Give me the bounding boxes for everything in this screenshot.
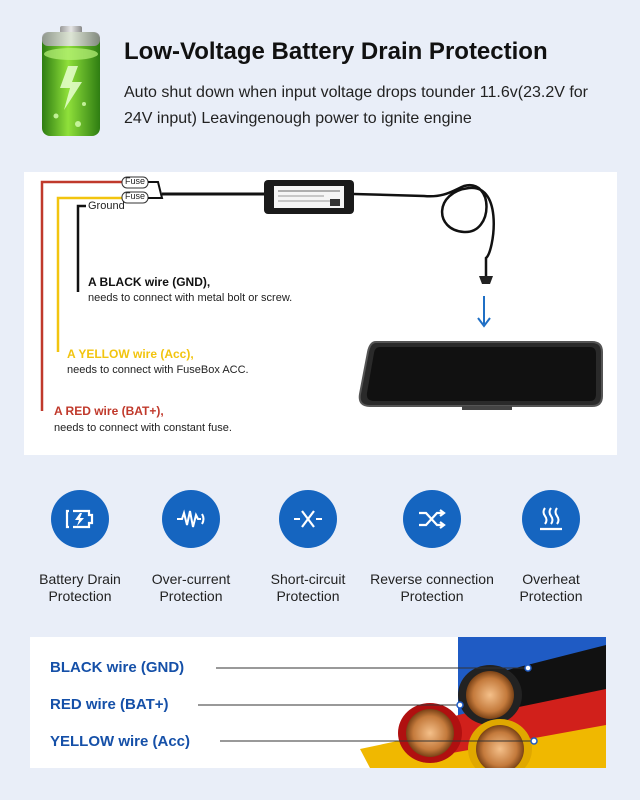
ground-label: Ground bbox=[88, 200, 125, 212]
yellow-wire-title: A YELLOW wire (Acc), bbox=[67, 347, 194, 361]
battery-charge-icon bbox=[51, 490, 109, 548]
cable-illustration bbox=[30, 637, 606, 768]
wiring-diagram bbox=[24, 172, 617, 455]
reverse-connection-icon bbox=[403, 490, 461, 548]
feature-short-circuit bbox=[243, 485, 373, 605]
yellow-wire-label: YELLOW wire (Acc) bbox=[50, 733, 191, 750]
feature-label-line2: Protection bbox=[519, 588, 583, 604]
yellow-wire-desc: needs to connect with FuseBox ACC. bbox=[67, 364, 249, 376]
feature-over-current bbox=[126, 485, 256, 605]
feature-label-line1: Reverse connection bbox=[370, 571, 494, 587]
black-wire-title: A BLACK wire (GND), bbox=[88, 275, 211, 289]
feature-label-line2: Protection bbox=[48, 588, 112, 604]
black-wire bbox=[78, 206, 86, 292]
black-wire-desc: needs to connect with metal bolt or screw. bbox=[88, 292, 293, 304]
over-current-icon bbox=[162, 490, 220, 548]
fuse-label-2: Fuse bbox=[125, 191, 146, 201]
feature-label-line1: Overheat bbox=[522, 571, 580, 587]
page-subtitle: Auto shut down when input voltage drops tounder 11.6v(23.2V for 24V input) Leavingenough power to ignite engine bbox=[124, 84, 589, 127]
battery-icon bbox=[38, 26, 104, 138]
short-circuit-icon bbox=[279, 490, 337, 548]
page-title: Low-Voltage Battery Drain Protection bbox=[124, 38, 548, 65]
red-wire-label: RED wire (BAT+) bbox=[50, 696, 169, 713]
feature-reverse-connection bbox=[367, 485, 497, 605]
feature-label-line1: Battery Drain bbox=[39, 571, 121, 587]
feature-label-line1: Short-circuit bbox=[270, 571, 346, 587]
feature-label-line2: Protection bbox=[276, 588, 340, 604]
feature-label-line1: Over-current bbox=[151, 571, 231, 587]
protection-features bbox=[0, 485, 640, 615]
feature-label-line2: Protection bbox=[159, 588, 223, 604]
fuse-label-1: Fuse bbox=[125, 176, 146, 186]
feature-overheat bbox=[486, 485, 616, 605]
overheat-icon bbox=[522, 490, 580, 548]
feature-label-line2: Protection bbox=[400, 588, 464, 604]
red-wire-desc: needs to connect with constant fuse. bbox=[54, 422, 232, 434]
header bbox=[0, 0, 640, 165]
red-wire-title: A RED wire (BAT+), bbox=[54, 404, 164, 418]
black-wire-label: BLACK wire (GND) bbox=[50, 659, 185, 676]
